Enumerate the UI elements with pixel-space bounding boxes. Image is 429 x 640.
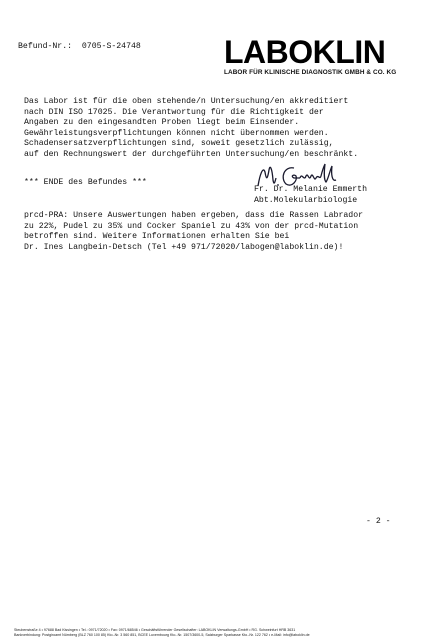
page-number: - 2 - (366, 517, 391, 526)
befund-number: 0705-S-24748 (81, 42, 141, 51)
footer-address-line: Steubenstraße 4 • 97688 Bad Kissingen • Tel.: 0971/72020 • Fax: 0971/68546 • Geschäftsführender Gesellschafter: LABOKLIN Verwaltungs-GmbH • RG. Schweinfurt HRB 3631 (14, 628, 296, 632)
disclaimer-line: auf den Rechnungswert der durchgeführten Untersuchung/en beschränkt. (24, 149, 359, 159)
prcd-line: prcd-PRA: Unsere Auswertungen haben ergeben, dass die Rassen Labrador (24, 211, 364, 220)
disclaimer-line: nach DIN ISO 17025. Die Verantwortung für die Richtigkeit der (24, 107, 324, 117)
footer-bank-line: Bankverbindung: Postgiroamt Nürnberg (BLZ 760 100 85) Kto.-Nr. 3 560 851, BCEE Luxembourg Kto.-Nr. 1507/3600-5, Salzburger Sparkasse Kto.-Nr. 122 762 • e-Mail: info@laboklin.de (14, 633, 310, 637)
signer-block (254, 185, 367, 206)
end-of-report-marker: *** ENDE des Befundes *** (24, 178, 147, 187)
logo-wordmark: LABOKLIN (224, 34, 386, 70)
befund-label: Befund-Nr.: (18, 42, 73, 51)
befund-number-line (18, 42, 141, 53)
prcd-pra-note (24, 211, 363, 253)
disclaimer-line: Das Labor ist für die oben stehende/n Untersuchung/en akkreditiert (24, 97, 349, 106)
prcd-line: betroffen sind. Weitere Informationen erhalten Sie bei (24, 232, 290, 242)
disclaimer-line: Gewährleistungsverpflichtungen können nicht übernommen werden. (24, 128, 329, 138)
prcd-line: zu 22%, Pudel zu 35% und Cocker Spaniel zu 43% von der prcd-Mutation (24, 221, 359, 231)
signer-name: Fr. Dr. Melanie Emmerth (254, 185, 368, 194)
logo-subtitle: LABOR FÜR KLINISCHE DIAGNOSTIK GMBH & CO. KG (224, 69, 397, 76)
disclaimer-line: Schadensersatzverpflichtungen sind, soweit gesetzlich zulässig, (24, 139, 334, 149)
signer-department: Abt.Molekularbiologie (254, 195, 358, 205)
laboklin-logo (224, 36, 414, 76)
prcd-line: Dr. Ines Langbein-Detsch (Tel +49 971/72020/labogen@laboklin.de)! (24, 242, 344, 252)
disclaimer-line: Angaben zu den eingesandten Proben liegt beim Einsender. (24, 118, 300, 128)
accreditation-disclaimer (24, 97, 358, 161)
company-footer (14, 628, 418, 638)
